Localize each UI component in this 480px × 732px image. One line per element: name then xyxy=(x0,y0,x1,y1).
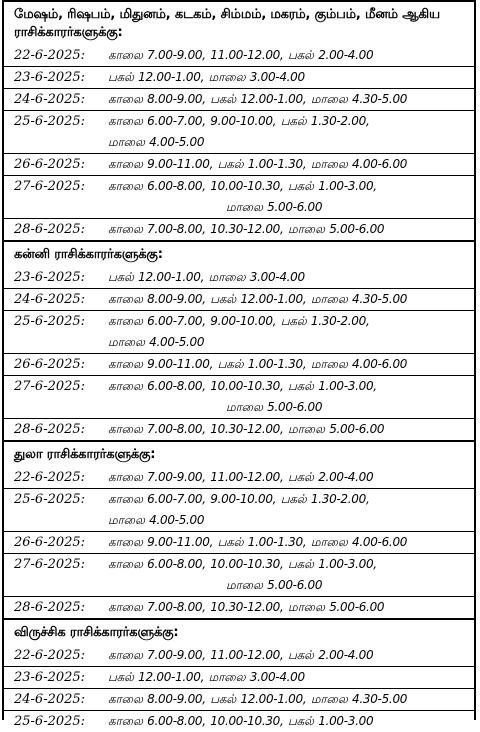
time-slot-line: பகல் 12.00-1.00, மாலை 3.00-4.00 xyxy=(108,270,305,284)
time-slot-line: காலை 7.00-9.00, 11.00-12.00, பகல் 2.00-4.00 xyxy=(108,470,374,484)
time-slot-line: மாலை 5.00-6.00 xyxy=(226,400,323,414)
schedule-times xyxy=(108,67,470,88)
time-slot-line: காலை 6.00-8.00, 10.00-10.30, பகல் 1.00-3.00 xyxy=(108,714,374,728)
schedule-row xyxy=(4,554,474,597)
time-slot-line: காலை 8.00-9.00, பகல் 12.00-1.00, மாலை 4.30-5.00 xyxy=(108,292,408,306)
rasi-section xyxy=(4,0,474,240)
schedule-times xyxy=(108,667,470,688)
schedule-times xyxy=(108,711,470,732)
time-slot-line: காலை 6.00-7.00, 9.00-10.00, பகல் 1.30-2.00, xyxy=(108,492,370,506)
rasi-section xyxy=(4,240,474,440)
schedule-date: 24-6-2025: xyxy=(14,292,86,307)
schedule-date: 23-6-2025: xyxy=(14,270,86,285)
schedule-row xyxy=(4,289,474,311)
time-slot-line: மாலை 4.00-5.00 xyxy=(108,135,205,149)
schedule-times xyxy=(108,376,470,418)
schedule-date: 28-6-2025: xyxy=(14,422,86,437)
time-slot-line: காலை 7.00-8.00, 10.30-12.00, மாலை 5.00-6.00 xyxy=(108,222,385,236)
schedule-row xyxy=(4,354,474,376)
time-slot-line: காலை 7.00-9.00, 11.00-12.00, பகல் 2.00-4.00 xyxy=(108,648,374,662)
schedule-row xyxy=(4,467,474,489)
schedule-row xyxy=(4,711,474,732)
schedule-times xyxy=(108,111,470,153)
schedule-date: 22-6-2025: xyxy=(14,648,86,663)
time-slot-line: பகல் 12.00-1.00, மாலை 3.00-4.00 xyxy=(108,670,305,684)
section-heading: மேஷம், ரிஷபம், மிதுனம், கடகம், சிம்மம், மகரம், கும்பம், மீனம் ஆகிய ராசிக்காரர்களுக்கு: xyxy=(14,7,440,40)
schedule-date: 28-6-2025: xyxy=(14,222,86,237)
time-slot-line: காலை 7.00-9.00, 11.00-12.00, பகல் 2.00-4.00 xyxy=(108,48,374,62)
schedule-row xyxy=(4,111,474,154)
schedule-row xyxy=(4,67,474,89)
time-slot-line: காலை 9.00-11.00, பகல் 1.00-1.30, மாலை 4.00-6.00 xyxy=(108,357,408,371)
time-slot-line: காலை 7.00-8.00, 10.30-12.00, மாலை 5.00-6.00 xyxy=(108,422,385,436)
schedule-times xyxy=(108,554,470,596)
time-slot-line: காலை 8.00-9.00, பகல் 12.00-1.00, மாலை 4.30-5.00 xyxy=(108,692,408,706)
section-heading: துலா ராசிக்காரர்களுக்கு: xyxy=(14,447,156,462)
schedule-row xyxy=(4,532,474,554)
time-slot-line: காலை 8.00-9.00, பகல் 12.00-1.00, மாலை 4.30-5.00 xyxy=(108,92,408,106)
schedule-row xyxy=(4,311,474,354)
schedule-row xyxy=(4,176,474,219)
schedule-date: 25-6-2025: xyxy=(14,492,86,507)
schedule-row xyxy=(4,154,474,176)
schedule-row xyxy=(4,45,474,67)
schedule-date: 22-6-2025: xyxy=(14,48,86,63)
schedule-row xyxy=(4,489,474,532)
schedule-date: 24-6-2025: xyxy=(14,92,86,107)
schedule-times xyxy=(108,311,470,353)
schedule-times xyxy=(108,154,470,175)
schedule-times xyxy=(108,532,470,553)
time-slot-line: காலை 9.00-11.00, பகல் 1.00-1.30, மாலை 4.00-6.00 xyxy=(108,157,408,171)
schedule-row xyxy=(4,376,474,419)
schedule-date: 28-6-2025: xyxy=(14,600,86,615)
schedule-date: 26-6-2025: xyxy=(14,357,86,372)
time-slot-line: காலை 6.00-8.00, 10.00-10.30, பகல் 1.00-3.00, xyxy=(108,179,377,193)
schedule-date: 26-6-2025: xyxy=(14,157,86,172)
schedule-times xyxy=(108,597,470,618)
schedule-row xyxy=(4,89,474,111)
schedule-date: 22-6-2025: xyxy=(14,470,86,485)
time-slot-line: காலை 6.00-7.00, 9.00-10.00, பகல் 1.30-2.00, xyxy=(108,314,370,328)
rasi-section xyxy=(4,440,474,618)
schedule-row xyxy=(4,219,474,240)
schedule-times xyxy=(108,89,470,110)
schedule-row xyxy=(4,645,474,667)
schedule-date: 23-6-2025: xyxy=(14,70,86,85)
schedule-date: 27-6-2025: xyxy=(14,557,86,572)
time-slot-line: மாலை 5.00-6.00 xyxy=(226,578,323,592)
schedule-row xyxy=(4,667,474,689)
schedule-date: 25-6-2025: xyxy=(14,714,86,729)
schedule-date: 27-6-2025: xyxy=(14,379,86,394)
schedule-times xyxy=(108,354,470,375)
schedule-date: 25-6-2025: xyxy=(14,314,86,329)
schedule-times xyxy=(108,267,470,288)
schedule-times xyxy=(108,219,470,240)
time-slot-line: மாலை 5.00-6.00 xyxy=(226,200,323,214)
schedule-times xyxy=(108,489,470,531)
schedule-times xyxy=(108,45,470,66)
time-slot-line: காலை 6.00-8.00, 10.00-10.30, பகல் 1.00-3.00, xyxy=(108,379,377,393)
schedule-date: 27-6-2025: xyxy=(14,179,86,194)
schedule-times xyxy=(108,467,470,488)
schedule-date: 25-6-2025: xyxy=(14,114,86,129)
section-heading: கன்னி ராசிக்காரர்களுக்கு: xyxy=(14,247,163,262)
schedule-row xyxy=(4,597,474,618)
schedule-times xyxy=(108,419,470,440)
time-slot-line: பகல் 12.00-1.00, மாலை 3.00-4.00 xyxy=(108,70,305,84)
schedule-document xyxy=(2,0,476,729)
time-slot-line: காலை 6.00-7.00, 9.00-10.00, பகல் 1.30-2.00, xyxy=(108,114,370,128)
time-slot-line: காலை 9.00-11.00, பகல் 1.00-1.30, மாலை 4.00-6.00 xyxy=(108,535,408,549)
time-slot-line: மாலை 4.00-5.00 xyxy=(108,335,205,349)
schedule-row xyxy=(4,689,474,711)
schedule-date: 26-6-2025: xyxy=(14,535,86,550)
time-slot-line: காலை 7.00-8.00, 10.30-12.00, மாலை 5.00-6.00 xyxy=(108,600,385,614)
schedule-times xyxy=(108,289,470,310)
schedule-times xyxy=(108,645,470,666)
schedule-times xyxy=(108,176,470,218)
section-heading: விருச்சிக ராசிக்காரர்களுக்கு: xyxy=(14,625,179,640)
schedule-date: 23-6-2025: xyxy=(14,670,86,685)
time-slot-line: மாலை 4.00-5.00 xyxy=(108,513,205,527)
time-slot-line: காலை 6.00-8.00, 10.00-10.30, பகல் 1.00-3.00, xyxy=(108,557,377,571)
rasi-section xyxy=(4,618,474,732)
schedule-row xyxy=(4,419,474,440)
schedule-date: 24-6-2025: xyxy=(14,692,86,707)
schedule-row xyxy=(4,267,474,289)
